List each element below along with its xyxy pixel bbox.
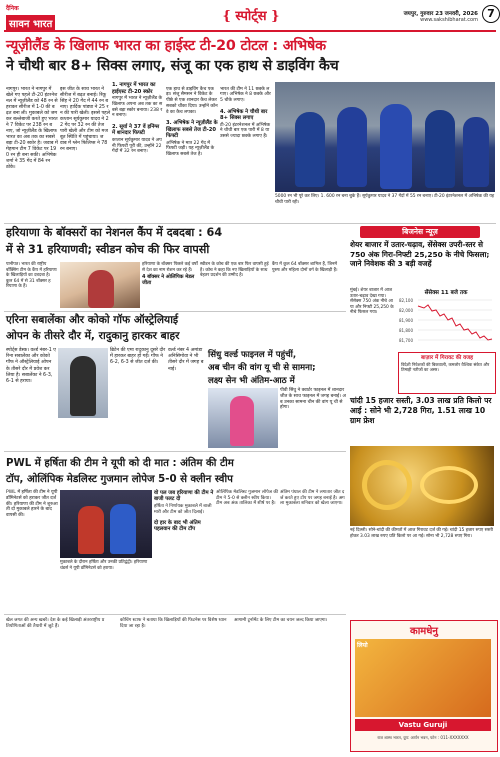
- market-box-title: बाज़ार में गिरावट की वजह: [421, 355, 473, 361]
- footer-rule: [4, 614, 346, 615]
- badminton-player-figure: [230, 396, 254, 446]
- sensex-tick-1: 82,000: [399, 308, 413, 313]
- pwl-headline-2: टॉप, ओलिंपिक मेडलिस्ट गुजमान लोपेज 5-0 से क्लीन स्वीप: [6, 474, 233, 485]
- ad-tag: लियो: [357, 642, 368, 649]
- lead-headline-1: न्यूज़ीलैंड के खिलाफ भारत का हाईस्ट टी-20 टोटल : अभिषेक: [6, 38, 326, 54]
- lead-photo: [275, 82, 495, 192]
- sensex-chart-plot: [398, 296, 494, 348]
- lead-photo-caption: 5000 रन भी पूरे कर लिए। 1. 600 रन बना चुके हैं। सूर्यकुमार यादव ने 37 गेंदों में 55 रन बनाए। टी-20 इंटरनेशनल में अभिषेक की यह चौथी पारी रही।: [275, 194, 495, 205]
- sensex-tick-0: 82,100: [399, 298, 413, 303]
- player-figure-5: [463, 117, 489, 187]
- page-number: 7: [482, 5, 500, 23]
- lead-point-3: 3. अभिषेक ने न्यूज़ीलैंड के खिलाफ सबसे तेज टी-20 फिफ्टी: [166, 120, 218, 140]
- lead-col-5: भारत की टीम ने 11 छक्के लगाए। अभिषेक ने 8 छक्के और 5 चौके लगाए। 4. अभिषेक ने चौथी बार 8+ सिक्स लगाए टी-20 इंटरनेशनल में अभिषेक ने चौथी बार एक पारी में 8 या उससे ज्यादा छक्के लगाए हैं।: [220, 86, 271, 140]
- masthead: [0, 0, 500, 36]
- sindhu-headline-1: सिंधु वर्ल्ड फाइनल में पहुंचीं,: [208, 350, 297, 360]
- player-figure-4: [425, 110, 455, 188]
- masthead-logo: [6, 4, 66, 30]
- bottom-col-3: आगामी टूर्नामेंट के लिए टीम का चयन जल्द किया जाएगा।: [234, 618, 328, 623]
- market-box: [398, 352, 496, 394]
- business-headline: शेयर बाजार में उतार-चढ़ाव, सेंसेक्स उपरी-स्तर से 750 अंक गिरा-निफ्टी 25,250 के नीचे फिसला; जाने निवेशक की 3 बड़ी वजहें: [350, 240, 490, 269]
- sensex-tick-3: 81,800: [399, 328, 413, 333]
- lead-point-4: 4. अभिषेक ने चौथी बार 8+ सिक्स लगाए: [220, 108, 268, 122]
- boxing-callout: 4 बॉक्सर ने ओलिंपिक मेडल जीता: [142, 274, 195, 286]
- lead-col-2: इस जीत के साथ भारत ने सीरीज में बढ़त बनाई। रिंकू सिंह ने 20 गेंद में 44 रन बनाए। हार्दिक पांड्या ने 25 रन की पारी खेली। इससे पहले कप्तान सूर्यकुमार यादव ने 22 गेंद पर 32 रन की तेज पारी खेली और टीम को मजबूत स्थिति में पहुंचाया। जवाब में ग्लेन फिलिप्स ने 78 रन बनाए।: [60, 86, 110, 152]
- sensex-chart-title: सेंसेक्स 11 बजे तक: [424, 290, 468, 296]
- wrestler-figure-2: [110, 504, 136, 554]
- pwl-sub-2: दो हार के बाद भी अंतिम पहलवान की टीम टॉप: [154, 519, 201, 533]
- market-box-text: विदेशी निवेशकों की बिकवाली, कमजोर वैश्विक संकेत और तिमाही नतीजों का असर।: [401, 362, 490, 373]
- bottom-col-1: खेल जगत की अन्य खबरें। देश के कई खिलाड़ी अंतरराष्ट्रीय प्रतियोगिताओं की तैयारी में जुटे हैं।: [6, 618, 105, 629]
- pwl-col-4: ओलिंपिक मेडलिस्ट गुजमान लोपेज की टीम ने 5-0 से क्लीन स्वीप किया। टीम अब अंक तालिका में शीर्ष पर है।: [216, 490, 279, 507]
- tennis-col-3: वर्ल्ड नंबर 4 अमांडा अनिसिमोवा ने भी तीसरे दौर में जगह बनाई।: [168, 348, 204, 372]
- jewelry-1: [362, 460, 412, 510]
- player-figure-2: [337, 107, 367, 187]
- sindhu-col: पीवी सिंधु ने क्वार्टर फाइनल में शानदार जीत के साथ फाइनल में जगह बनाई। अब उनका सामना चीन की वांग यू ची से होगा।: [280, 388, 346, 411]
- business-col-1: मुंबई। शेयर बाजार में आज उतार-चढ़ाव देखा गया। सेंसेक्स 750 अंक नीचे आया और निफ्टी 25,250 के नीचे फिसल गया।: [350, 288, 394, 315]
- gold-text: नई दिल्ली। सोने-चांदी की कीमतों में आज गिरावट दर्ज की गई। चांदी 15 हजार रुपए सस्ती होकर 3.03 लाख रुपए प्रति किलो पर आ गई। सोना भी 2,728 रुपए गिरा।: [350, 528, 493, 539]
- pwl-caption: मुकाबले के दौरान हर्षिता और उनकी प्रतिद्वंद्वी। हरियाणा थंडर्स ने यूपी डॉमिनेटर्स को हराया।: [60, 560, 148, 571]
- business-tag: बिजनेस न्यूज़: [360, 226, 480, 238]
- ad-brand: कामधेनु: [410, 626, 438, 637]
- sensex-tick-2: 81,900: [399, 318, 413, 323]
- lead-col-3: 1. नागपुर में भारत का हाईएस्ट टी-20 स्कोर नागपुर में भारत ने न्यूज़ीलैंड के खिलाफ अपना अब तक का सबसे बड़ा स्कोर बनाया। 238 रन बनाए। 2. सूर्या ने 37 वें इनिंग्स में शानदार फिफ्टी कप्तान सूर्यकुमार यादव ने अपनी फिफ्टी पूरी की, उन्होंने 22 गेंदों में 32 रन बनाए।: [112, 82, 163, 155]
- pwl-photo: [60, 490, 152, 558]
- masthead-rule: [4, 30, 496, 32]
- sensex-chart: [398, 288, 494, 350]
- pwl-col-5: अंतिम पंघाल की टीम ने लगातार जीत दर्ज करते हुए टॉप पर जगह बनाई है। अगला मुकाबला शनिवार को खेला जाएगा।: [280, 490, 345, 507]
- tennis-col-2: ब्रिटेन की एमा रादुकानु दूसरे दौर में हारकर बाहर हो गईं। गॉफ ने 6-2, 6-3 से जीत दर्ज की।: [110, 348, 166, 366]
- tennis-player-figure: [70, 356, 96, 416]
- boxing-col-4: स्वीडन के कोच की एक बार फिर वापसी हुई है। कोच ने कहा कि नए खिलाड़ियों के साथ बेहतर प्रदर्शन की उम्मीद है।: [200, 262, 269, 278]
- boxing-headline-2: में से 31 हरियाणवी; स्वीडन कोच की फिर वापसी: [6, 243, 210, 256]
- boxing-col-3: हरियाणा के बॉक्सर पिछले कई वर्षों से देश का नाम रोशन कर रहे हैं। 4 बॉक्सर ने ओलिंपिक मेडल जीता: [142, 262, 198, 286]
- section-title: { स्पोर्ट्स }: [222, 9, 280, 24]
- lead-point-2: 2. सूर्या ने 37 वें इनिंग्स में शानदार फिफ्टी: [112, 123, 160, 137]
- lead-headline-2: ने चौथी बार 8+ सिक्स लगाए, संजू का एक हाथ से डाइविंग कैच: [6, 58, 339, 74]
- sindhu-headline-3: लक्ष्य सेन भी अंतिम-आठ में: [208, 376, 295, 386]
- divider-1: [4, 223, 496, 224]
- lead-point-1: 1. नागपुर में भारत का हाईएस्ट टी-20 स्कोर: [112, 82, 156, 95]
- boxing-photo: [60, 262, 140, 308]
- player-figure-3: [380, 104, 412, 189]
- wrestler-figure-1: [78, 506, 104, 554]
- pwl-col-3: वो पल जब हरियाणा की टीम ने बाजी पलट दी हर्षिता ने निर्णायक मुकाबले में बाजी मारी और टीम को जीत दिलाई। दो हार के बाद भी अंतिम पहलवान की टीम टॉप: [154, 490, 214, 533]
- sensex-tick-4: 81,700: [399, 338, 413, 343]
- divider-2: [4, 311, 346, 312]
- gold-headline: चांदी 15 हजार सस्ती, 3.03 लाख प्रति किलो पर आई : सोने भी 2,728 गिरा, 1.51 लाख 10 ग्राम फ्रेश: [350, 396, 492, 425]
- player-figure-1: [295, 112, 325, 187]
- date-line: जयपुर, गुरुवार 23 जनवरी, 2026: [403, 11, 478, 17]
- ad-footer-line: राज शास्त्र भारत, ग्रुप: आर्यन भवन, फोन : 011-XXXXXXX: [377, 735, 469, 740]
- lead-col-1: नागपुर। भारत ने नागपुर में खेले गए पहले टी-20 इंटरनेशनल में न्यूज़ीलैंड को 48 रन से हराकर सीरीज में 1-0 की बढ़त बना ली। मुकाबले को जमकर बल्लेबाजी करते हुए भारत ने 7 विकेट पर 238 रन बनाए, जो न्यूज़ीलैंड के खिलाफ भारत का अब तक का सबसे बड़ा टी-20 स्कोर है। जवाब में मेहमान टीम 7 विकेट पर 190 रन ही बना सकी। अभिषेक शर्मा ने 35 गेंद में 84 रन ठोके।: [6, 86, 58, 170]
- boxing-col-5: कैंप में कुल 64 बॉक्सर शामिल हैं, जिनमें पुरुष और महिला दोनों वर्ग के खिलाड़ी हैं।: [272, 262, 338, 273]
- lead-col-4: एक हाथ से डाइविंग कैच पकड़ा। संजू सैमसन ने विकेट के पीछे से एक शानदार कैच लेकर सबको चौंका दिया। उन्होंने कॉनवे का कैच लपका। 3. अभिषेक ने न्यूज़ीलैंड के खिलाफ सबसे तेज टी-20 फिफ्टी अभिषेक ने मात्र 22 गेंद में फिफ्टी जड़ी। यह न्यूज़ीलैंड के खिलाफ सबसे तेज है।: [166, 86, 218, 158]
- tennis-photo: [58, 348, 108, 418]
- boxing-col-1: पानीपत। भारत की राष्ट्रीय बॉक्सिंग टीम के कैंप में हरियाणा के खिलाड़ियों का दबदबा है। कुल 64 में से 31 बॉक्सर हरियाणा के हैं।: [6, 262, 57, 289]
- bottom-col-2: कोचिंग स्टाफ ने बताया कि खिलाड़ियों की फिटनेस पर विशेष ध्यान दिया जा रहा है।: [120, 618, 227, 629]
- ad-image: [355, 639, 491, 717]
- logo-big: सावन भारत: [6, 15, 55, 31]
- jewelry-2: [420, 466, 478, 504]
- ad-footer: Vastu Guruji: [355, 719, 491, 731]
- logo-small: दैनिक: [6, 5, 19, 12]
- pwl-col-1: PWL में हर्षिता की टीम ने यूपी डॉमिनेटर्स को हराकर जीत दर्ज की। हरियाणा की टीम ने शुरुआती दो मुकाबले हारने के बाद वापसी की।: [6, 490, 58, 519]
- tennis-headline-1: एरिना सबालेंका और कोको गॉफ ऑस्ट्रेलियाई: [6, 314, 179, 326]
- tennis-headline-2: ओपन के तीसरे दौर में, रादुकानु हारकर बाहर: [6, 330, 180, 342]
- pwl-headline-1: PWL में हर्षिता की टीम ने यूपी को दी मात : अंतिम की टीम: [6, 458, 234, 469]
- boxer-figure: [88, 270, 114, 308]
- sindhu-headline-2: अब चीन की वांग यू ची से सामना;: [208, 363, 316, 373]
- divider-3: [4, 451, 346, 452]
- boxing-headline-1: हरियाणा के बॉक्सरों का नेशनल कैंप में दबदबा : 64: [6, 226, 223, 239]
- advertisement: [350, 620, 498, 752]
- pwl-sub-1: वो पल जब हरियाणा की टीम ने बाजी पलट दी: [154, 490, 214, 503]
- tennis-col-1: स्पोर्ट्स डेस्क। वर्ल्ड नंबर-1 एरिना सबालेंका और कोको गॉफ ने ऑस्ट्रेलियाई ओपन के तीसरे दौर में प्रवेश कर लिया है। सबालेंका ने 6-3, 6-1 से हराया।: [6, 348, 56, 385]
- sindhu-photo: [208, 388, 278, 448]
- gold-photo: [350, 446, 494, 526]
- website: www.sakshibharat.com: [420, 17, 478, 23]
